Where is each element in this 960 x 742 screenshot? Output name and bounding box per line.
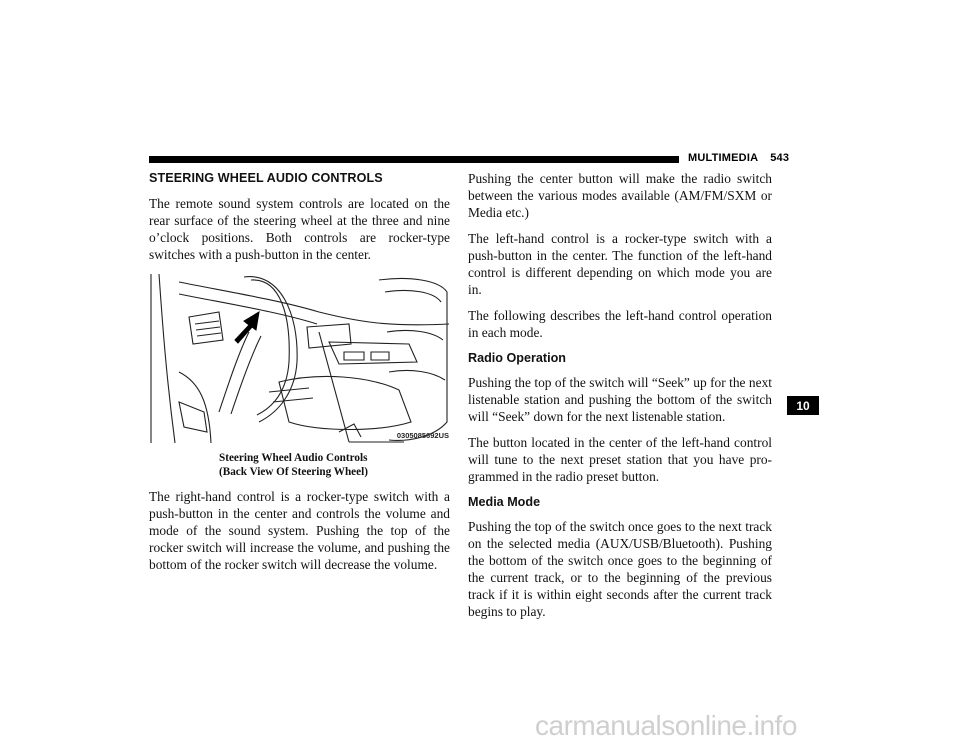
center-button-paragraph: Pushing the center button will make the radio switch between the various modes available (AM/FM/SXM or Media etc.)	[468, 171, 772, 220]
running-header	[688, 152, 789, 164]
chapter-tab: 10	[787, 396, 819, 415]
figure-code: 0305085692US	[396, 431, 449, 440]
left-hand-control-paragraph: The left-hand control is a rocker-type switch with a push-button in the center. The function of the left-hand control is different depending on which mode you are in.	[468, 231, 772, 297]
caption-line-2: (Back View Of Steering Wheel)	[219, 466, 368, 478]
pointer-arrow	[235, 312, 259, 343]
right-hand-control-paragraph: The right-hand control is a rocker-type switch with a push-button in the center and controls the volume and mode of the sound system. Pushing the top of the rocker switch will increase the volume, and pushing the bottom of the rocker switch will decrease the volume.	[149, 489, 450, 572]
media-mode-paragraph: Pushing the top of the switch once goes to the next track on the selected media (AUX/USB/Bluetooth). Pushing the bottom of the switch once goes to the beginning of the current track, or to the beginning of the previous track if it is within eight seconds after the current track begins to play.	[468, 519, 772, 619]
header-section: MULTIMEDIA	[688, 152, 759, 164]
section-heading: STEERING WHEEL AUDIO CONTROLS	[149, 171, 383, 185]
figure-caption	[219, 451, 450, 479]
right-column	[468, 170, 772, 629]
radio-seek-paragraph: Pushing the top of the switch will “Seek” up for the next listenable station and pushing the bottom of the switch will “Seek” down for the next listenable station.	[468, 375, 772, 424]
steering-wheel-illustration	[149, 272, 450, 445]
radio-preset-paragraph: The button located in the center of the left-hand control will tune to the next preset station that you have pro-grammed in the radio preset button.	[468, 435, 772, 484]
header-rule	[149, 156, 679, 163]
watermark: carmanualsonline.info	[535, 710, 797, 741]
describes-paragraph: The following describes the left-hand control operation in each mode.	[468, 308, 772, 340]
intro-paragraph: The remote sound system controls are located on the rear surface of the steering wheel at the three and nine o’clock positions. Both controls are rocker-type switches with a push-button in the center.	[149, 196, 450, 262]
header-page-number: 543	[770, 152, 790, 164]
radio-operation-heading: Radio Operation	[468, 351, 566, 365]
left-column	[149, 170, 450, 582]
steering-wheel-figure	[149, 272, 450, 445]
media-mode-heading: Media Mode	[468, 495, 541, 509]
caption-line-1: Steering Wheel Audio Controls	[219, 452, 368, 464]
